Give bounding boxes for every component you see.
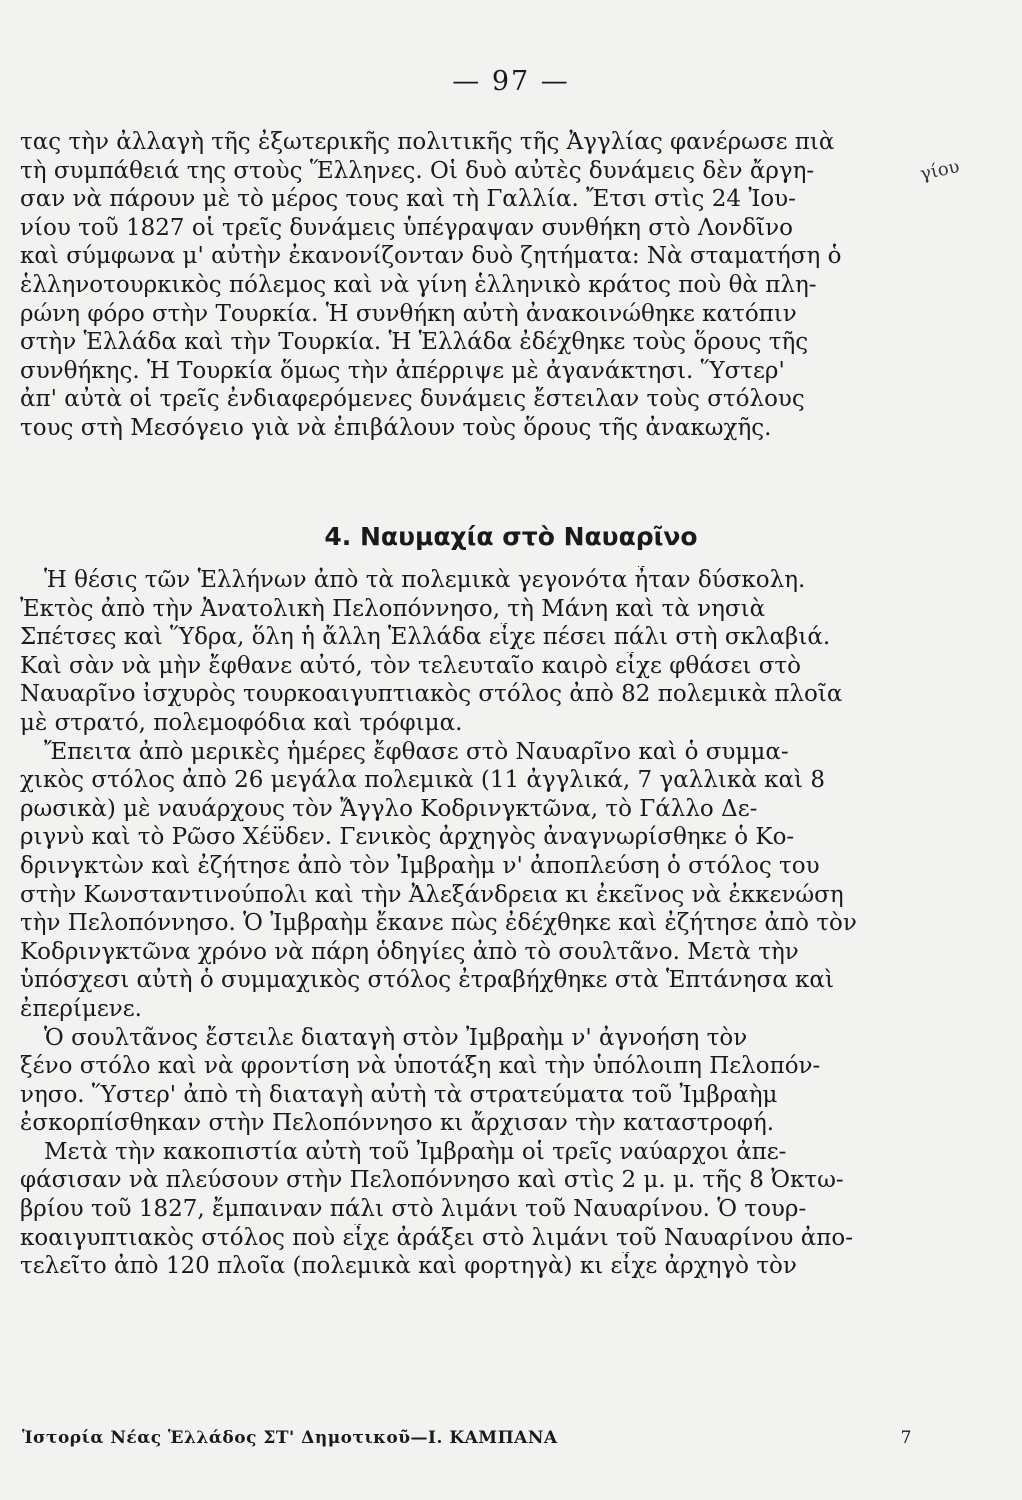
text-line: τους στὴ Μεσόγειο γιὰ νὰ ἐπιβάλουν τοὺς ὅρους τῆς ἀνακωχῆς. (20, 414, 772, 441)
text-line: τας τὴν ἀλλαγὴ τῆς ἐξωτερικῆς πολιτικῆς τῆς Ἀγγλίας φανέρωσε πιὰ (20, 129, 835, 155)
handwritten-margin-note: γίου (918, 156, 962, 185)
text-line: ἐσκορπίσθηκαν στὴν Πελοπόννησο κι ἄρχισαν τὴν καταστροφή. (20, 1110, 775, 1137)
text-line: Ἐκτὸς ἀπὸ τὴν Ἀνατολικὴ Πελοπόννησο, τὴ Μάνη καὶ τὰ νησιὰ (20, 595, 766, 622)
text-line: ρώνη φόρο στὴν Τουρκία. Ἡ συνθήκη αὐτὴ ἀνακοινώθηκε κατόπιν (20, 300, 797, 327)
text-line: νίου τοῦ 1827 οἱ τρεῖς δυνάμεις ὑπέγραψαν συνθήκη στὸ Λονδῖνο (20, 214, 793, 241)
text-line: καὶ σύμφωνα μ' αὐτὴν ἐκανονίζονταν δυὸ ζητήματα: Νὰ σταματήση ὁ (20, 243, 842, 270)
text-line: στὴν Ἑλλάδα καὶ τὴν Τουρκία. Ἡ Ἑλλάδα ἐδέχθηκε τοὺς ὅρους τῆς (20, 329, 809, 356)
text-line: τὴ συμπάθειά της στοὺς Ἕλληνες. Οἱ δυὸ αὐτὲς δυνάμεις δὲν ἄργη- (20, 157, 815, 184)
text-line: κοαιγυπτιακὸς στόλος ποὺ εἶχε ἀράξει στὸ λιμάνι τοῦ Ναυαρίνου ἀπο- (20, 1224, 853, 1251)
text-line: ξένο στόλο καὶ νὰ φροντίση νὰ ὑποτάξη καὶ τὴν ὑπόλοιπη Πελοπόν- (20, 1053, 821, 1080)
text-line: ἑλληνοτουρκικὸς πόλεμος καὶ νὰ γίνη ἑλληνικὸ κράτος ποὺ θὰ πλη- (20, 271, 817, 298)
text-line: δρινγκτὼν καὶ ἐζήτησε ἀπὸ τὸν Ἰμβραὴμ ν' ἀποπλεύση ὁ στόλος του (20, 852, 820, 879)
text-line: Σπέτσες καὶ Ὕδρα, ὅλη ἡ ἄλλη Ἑλλάδα εἶχε πέσει πάλι στὴ σκλαβιά. (20, 624, 831, 651)
paragraph-block-2 (20, 566, 908, 1281)
page-number: — 97 — (452, 66, 570, 97)
text-line: νησο. Ὕστερ' ἀπὸ τὴ διαταγὴ αὐτὴ τὰ στρατεύματα τοῦ Ἰμβραὴμ (20, 1081, 778, 1108)
section-heading: 4. Ναυμαχία στὸ Ναυαρῖνο (324, 522, 698, 551)
text-line: τελεῖτο ἀπὸ 120 πλοῖα (πολεμικὰ καὶ φορτηγὰ) κι εἶχε ἀρχηγὸ τὸν (20, 1253, 797, 1280)
text-line: Ὁ σουλτᾶνος ἔστειλε διαταγὴ στὸν Ἰμβραὴμ ν' ἀγνοήση τὸν (44, 1024, 748, 1051)
text-line: χικὸς στόλος ἀπὸ 26 μεγάλα πολεμικὰ (11 ἀγγλικά, 7 γαλλικὰ καὶ 8 (20, 767, 826, 794)
text-line: Ναυαρῖνο ἰσχυρὸς τουρκοαιγυπτιακὸς στόλος ἀπὸ 82 πολεμικὰ πλοῖα (20, 681, 843, 708)
text-line: βρίου τοῦ 1827, ἔμπαιναν πάλι στὸ λιμάνι τοῦ Ναυαρίνου. Ὁ τουρ- (20, 1196, 807, 1223)
text-line: ριγνὺ καὶ τὸ Ρῶσο Χέϋδεν. Γενικὸς ἀρχηγὸς ἀναγνωρίσθηκε ὁ Κο- (20, 824, 795, 851)
text-line: σαν νὰ πάρουν μὲ τὸ μέρος τους καὶ τὴ Γαλλία. Ἔτσι στὶς 24 Ἰου- (20, 186, 796, 213)
footer-book-title: Ἱστορία Νέας Ἑλλάδος ΣΤ' Δημοτικοῦ—Ι. ΚΑΜΠΑΝΑ (22, 1428, 558, 1448)
text-line: ἀπ' αὐτὰ οἱ τρεῖς ἐνδιαφερόμενες δυνάμεις ἔστειλαν τοὺς στόλους (20, 386, 805, 413)
text-line: Κοδρινγκτῶνα χρόνο νὰ πάρη ὁδηγίες ἀπὸ τὸ σουλτᾶνο. Μετὰ τὴν (20, 938, 799, 965)
text-line: μὲ στρατό, πολεμοφόδια καὶ τρόφιμα. (20, 709, 463, 736)
paragraph-block-1 (20, 128, 908, 443)
text-line: συνθήκης. Ἡ Τουρκία ὅμως τὴν ἀπέρριψε μὲ ἀγανάκτησι. Ὕστερ' (20, 357, 785, 384)
text-line: ἐπερίμενε. (20, 995, 142, 1022)
text-line: στὴν Κωνσταντινούπολι καὶ τὴν Ἀλεξάνδρεια κι ἐκεῖνος νὰ ἐκκενώση (20, 881, 844, 908)
text-line: ρωσικὰ) μὲ ναυάρχους τὸν Ἄγγλο Κοδρινγκτῶνα, τὸ Γάλλο Δε- (20, 795, 758, 822)
text-line: ὑπόσχεσι αὐτὴ ὁ συμμαχικὸς στόλος ἐτραβήχθηκε στὰ Ἑπτάνησα καὶ (20, 967, 834, 994)
footer-signature-mark: 7 (900, 1428, 912, 1448)
text-line: Μετὰ τὴν κακοπιστία αὐτὴ τοῦ Ἰμβραὴμ οἱ τρεῖς ναύαρχοι ἀπε- (44, 1138, 787, 1165)
text-line: φάσισαν νὰ πλεύσουν στὴν Πελοπόννησο καὶ στὶς 2 μ. μ. τῆς 8 Ὀκτω- (20, 1167, 844, 1194)
text-line: Καὶ σὰν νὰ μὴν ἔφθανε αὐτό, τὸν τελευταῖο καιρὸ εἶχε φθάσει στὸ (20, 652, 801, 679)
page-footer (22, 1428, 912, 1448)
text-line: Ἔπειτα ἀπὸ μερικὲς ἡμέρες ἔφθασε στὸ Ναυαρῖνο καὶ ὁ συμμα- (44, 738, 789, 765)
text-line: τὴν Πελοπόννησο. Ὁ Ἰμβραὴμ ἔκανε πὼς ἐδέχθηκε καὶ ἐζήτησε ἀπὸ τὸν (20, 910, 857, 937)
text-line: Ἡ θέσις τῶν Ἑλλήνων ἀπὸ τὰ πολεμικὰ γεγονότα ἦταν δύσκολη. (44, 567, 806, 593)
